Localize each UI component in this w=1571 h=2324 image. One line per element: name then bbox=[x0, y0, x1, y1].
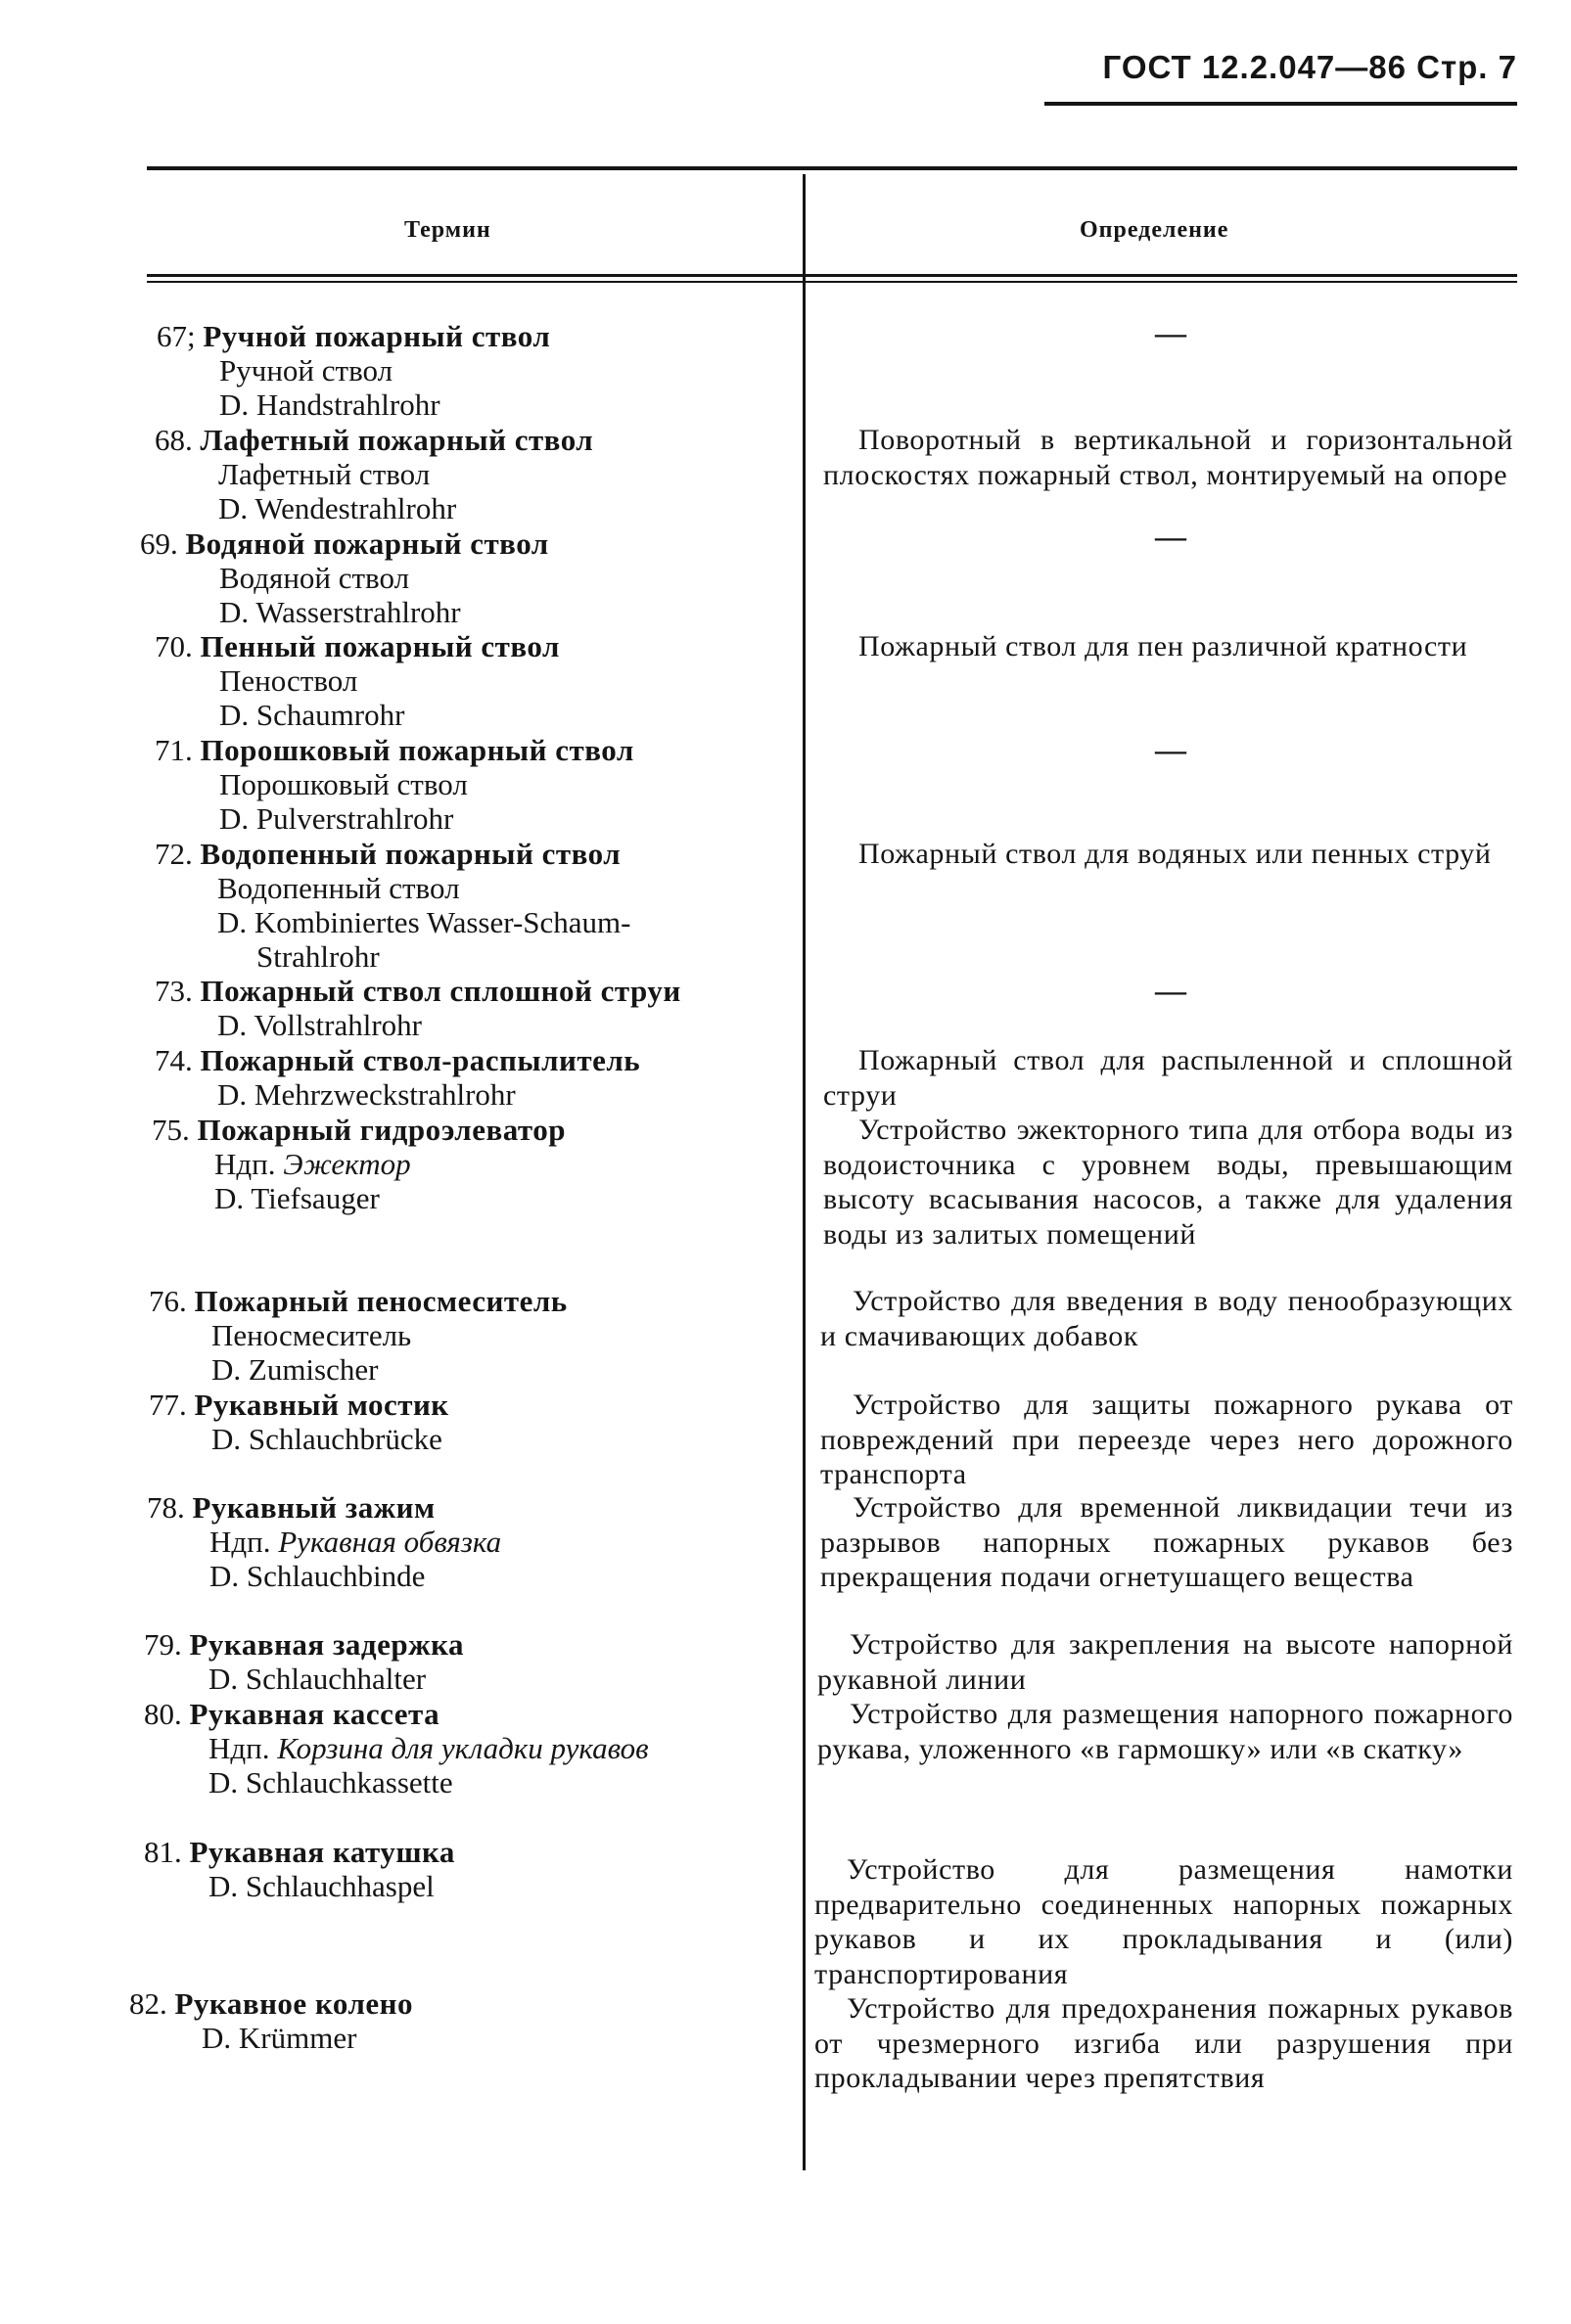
term-name: Рукавная задержка bbox=[189, 1627, 464, 1662]
term-name: Водяной пожарный ствол bbox=[185, 526, 549, 561]
table-row bbox=[147, 1490, 501, 1593]
term-german: D. Wasserstrahlrohr bbox=[219, 595, 461, 629]
non-recommended-prefix: Ндп. bbox=[214, 1147, 276, 1181]
term-german: D. Kombiniertes Wasser-Schaum- bbox=[217, 905, 631, 939]
non-recommended-term: Рукавная обвязка bbox=[278, 1525, 502, 1559]
term-number: 81. bbox=[144, 1835, 182, 1869]
definition-text: Устройство для введения в воду пенообразующих и смачивающих добавок bbox=[820, 1285, 1513, 1352]
term-name: Рукавный зажим bbox=[192, 1490, 436, 1525]
term-german: D. Schaumrohr bbox=[219, 698, 405, 732]
definition-text: Устройство для временной ликвидации течи из разрывов напорных пожарных рукавов без прекращения подачи огнетушащего вещества bbox=[820, 1491, 1513, 1593]
table-row bbox=[144, 1697, 757, 1800]
term-german: D. Schlauchbinde bbox=[209, 1559, 426, 1593]
term-german: D. Schlauchbrücke bbox=[211, 1422, 442, 1456]
term-synonym: Порошковый ствол bbox=[219, 767, 468, 801]
term-german: D. Schlauchkassette bbox=[208, 1765, 453, 1800]
term-name: Лафетный пожарный ствол bbox=[200, 423, 594, 457]
non-recommended-prefix: Ндп. bbox=[208, 1731, 270, 1765]
term-german: D. Schlauchhalter bbox=[208, 1662, 427, 1696]
definition-dash: — bbox=[1155, 973, 1186, 1008]
definition-text: Пожарный ствол для распыленной и сплошной струи bbox=[823, 1044, 1513, 1112]
non-recommended-term: Корзина для укладки рукавов bbox=[277, 1731, 649, 1765]
term-name: Рукавная кассета bbox=[189, 1697, 440, 1731]
column-header-definition: Определение bbox=[1080, 217, 1229, 243]
definition-dash: — bbox=[1155, 519, 1186, 554]
term-german-continued: Strahlrohr bbox=[256, 939, 380, 974]
table-top-rule bbox=[147, 166, 1517, 170]
term-name: Пожарный ствол сплошной струи bbox=[200, 974, 681, 1008]
term-number: 68. bbox=[155, 423, 193, 457]
table-row bbox=[144, 1627, 464, 1696]
table-row bbox=[155, 837, 630, 974]
term-german: D. Vollstrahlrohr bbox=[217, 1008, 422, 1042]
table-row bbox=[152, 1113, 566, 1215]
term-german: D. Zumischer bbox=[211, 1352, 379, 1387]
definition-text: Устройство для предохранения пожарных рукавов от чрезмерного изгиба или разрушения при прокладывании через препятствия bbox=[814, 1992, 1513, 2094]
table-row bbox=[155, 974, 681, 1042]
table-header-rule-1 bbox=[147, 274, 1517, 277]
table-row bbox=[129, 1986, 413, 2055]
table-row bbox=[155, 629, 560, 732]
term-number: 78. bbox=[147, 1490, 185, 1525]
term-number: 76. bbox=[149, 1284, 187, 1318]
term-number: 73. bbox=[155, 974, 193, 1008]
term-name: Рукавный мостик bbox=[194, 1388, 449, 1422]
term-name: Порошковый пожарный ствол bbox=[200, 733, 634, 767]
term-number: 79. bbox=[144, 1627, 182, 1662]
term-german: D. Handstrahlrohr bbox=[219, 387, 440, 422]
term-number: 67; bbox=[157, 319, 196, 353]
table-row bbox=[157, 319, 550, 422]
term-name: Пожарный пеносмеситель bbox=[194, 1284, 568, 1318]
definition-text: Устройство для размещения намотки предварительно соединенных напорных пожарных рукавов и их прокладывания и (или) транспортирования bbox=[814, 1853, 1513, 1990]
term-number: 77. bbox=[149, 1388, 187, 1422]
term-synonym: Пеносмеситель bbox=[211, 1318, 412, 1352]
table-row bbox=[140, 526, 549, 629]
term-synonym: Водяной ствол bbox=[219, 561, 410, 595]
term-german: D. Pulverstrahlrohr bbox=[219, 801, 454, 836]
term-number: 71. bbox=[155, 733, 193, 767]
definition-text: Устройство эжекторного типа для отбора воды из водоисточника с уровнем воды, превышающим высоту всасывания насосов, а также для удаления воды из залитых помещений bbox=[823, 1114, 1513, 1251]
term-german: D. Wendestrahlrohr bbox=[218, 491, 457, 525]
header-rule bbox=[1044, 102, 1517, 106]
definition-text: Устройство для размещения напорного пожарного рукава, уложенного «в гармошку» или «в скатку» bbox=[817, 1698, 1513, 1765]
definition-dash: — bbox=[1155, 315, 1186, 350]
term-synonym: Ручной ствол bbox=[219, 353, 393, 387]
term-german: D. Krümmer bbox=[202, 2021, 357, 2055]
definition-text: Устройство для закрепления на высоте напорной рукавной линии bbox=[817, 1628, 1513, 1696]
term-number: 69. bbox=[140, 526, 178, 561]
term-synonym: Лафетный ствол bbox=[218, 457, 431, 491]
table-row bbox=[149, 1284, 568, 1387]
term-name: Рукавное колено bbox=[174, 1986, 413, 2021]
definition-text: Поворотный в вертикальной и горизонтальной плоскостях пожарный ствол, монтируемый на опоре bbox=[823, 424, 1513, 491]
table-row bbox=[155, 733, 634, 836]
definition-text: Устройство для защиты пожарного рукава от повреждений при переезде через него дорожного транспорта bbox=[820, 1389, 1513, 1490]
table-row bbox=[144, 1835, 455, 1903]
table-header-rule-2 bbox=[147, 281, 1517, 283]
term-name: Ручной пожарный ствол bbox=[203, 319, 551, 353]
definition-dash: — bbox=[1155, 732, 1186, 767]
page-header: ГОСТ 12.2.047—86 Стр. 7 bbox=[1102, 49, 1517, 85]
term-name: Водопенный пожарный ствол bbox=[200, 837, 622, 871]
term-number: 72. bbox=[155, 837, 193, 871]
term-number: 74. bbox=[155, 1043, 193, 1077]
term-synonym: Пеноствол bbox=[219, 663, 358, 698]
term-name: Рукавная катушка bbox=[189, 1835, 455, 1869]
definition-text: Пожарный ствол для водяных или пенных струй bbox=[858, 838, 1492, 870]
term-name: Пенный пожарный ствол bbox=[200, 629, 560, 663]
term-number: 80. bbox=[144, 1697, 182, 1731]
column-header-term: Термин bbox=[404, 217, 491, 243]
table-column-divider bbox=[803, 174, 806, 2170]
term-german: D. Schlauchhaspel bbox=[208, 1869, 435, 1903]
definition-text: Пожарный ствол для пен различной кратности bbox=[858, 630, 1468, 662]
term-name: Пожарный ствол-распылитель bbox=[200, 1043, 641, 1077]
non-recommended-prefix: Ндп. bbox=[209, 1525, 271, 1559]
non-recommended-term: Эжектор bbox=[283, 1147, 411, 1181]
term-german: D. Mehrzweckstrahlrohr bbox=[217, 1077, 516, 1112]
table-row bbox=[155, 423, 593, 525]
term-number: 82. bbox=[129, 1986, 167, 2021]
table-row bbox=[149, 1388, 449, 1456]
table-row bbox=[155, 1043, 640, 1112]
term-german: D. Tiefsauger bbox=[214, 1181, 380, 1215]
term-number: 75. bbox=[152, 1113, 190, 1147]
term-number: 70. bbox=[155, 629, 193, 663]
term-synonym: Водопенный ствол bbox=[217, 871, 460, 905]
term-name: Пожарный гидроэлеватор bbox=[197, 1113, 566, 1147]
